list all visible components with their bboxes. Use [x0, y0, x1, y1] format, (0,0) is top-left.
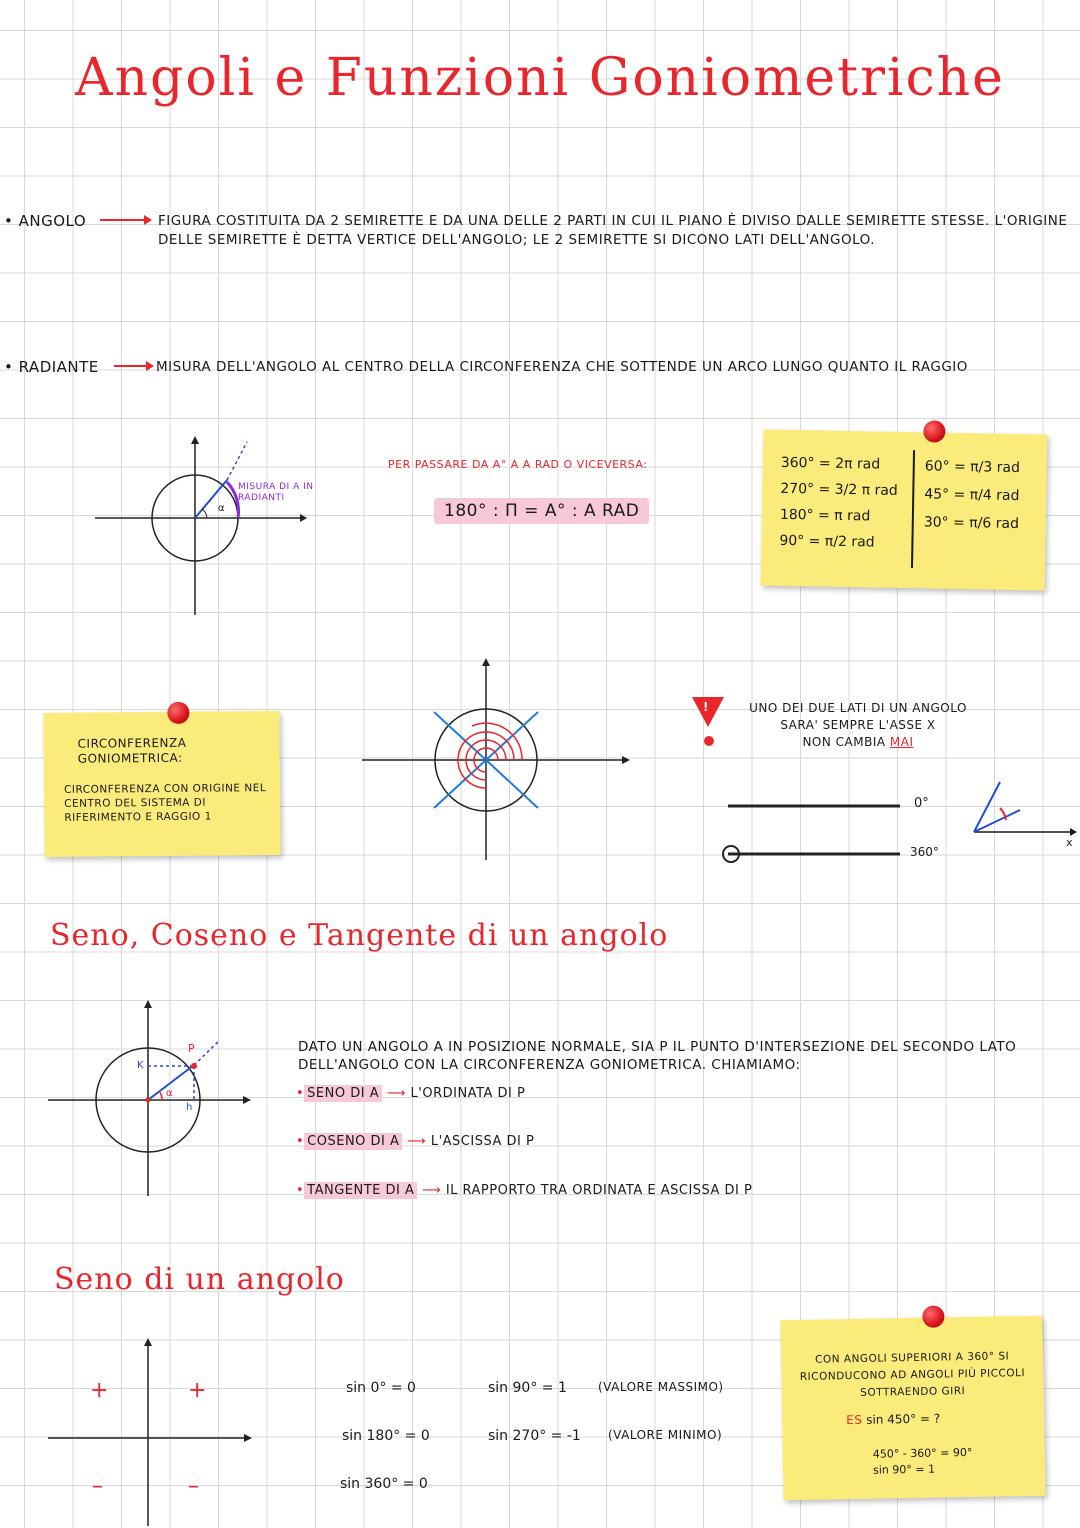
- trig-def: IL RAPPORTO TRA ORDINATA E ASCISSA DI P: [445, 1183, 753, 1198]
- trig-term: COSENO DI Α: [304, 1133, 402, 1150]
- circle-note-heading: CIRCONFERENZA GONIOMETRICA:: [77, 735, 187, 766]
- degree-item: 60° = π/3 rad: [924, 458, 1021, 477]
- reduce-example: [846, 1412, 940, 1428]
- axis-x-label: x: [1066, 836, 1073, 849]
- degrees-right-list: [924, 452, 1021, 538]
- example-question: sin 450° = ?: [866, 1411, 941, 1427]
- sign-q3: –: [92, 1474, 103, 1499]
- warning-line-2: SARA' SEMPRE L'ASSE X: [780, 718, 936, 732]
- degree-item: 90° = π/2 rad: [779, 532, 875, 551]
- sin-value: sin 90° = 1: [488, 1380, 567, 1396]
- angolo-label: • ANGOLO: [4, 212, 87, 230]
- pin-icon: [922, 1305, 944, 1327]
- sin-note-max: (VALORE MASSIMO): [598, 1380, 724, 1394]
- degree-item: 360° = 2π rad: [780, 454, 881, 473]
- degree-item: 180° = π rad: [779, 506, 871, 525]
- degrees-left-list: [779, 450, 898, 556]
- trig-diagram: [48, 1000, 258, 1200]
- sin-value: sin 180° = 0: [342, 1428, 430, 1444]
- calc-line: sin 90° = 1: [872, 1462, 936, 1477]
- page-title: Angoli e Funzioni Goniometriche: [75, 48, 1005, 108]
- sin-section-title: Seno di un angolo: [54, 1262, 345, 1297]
- angle-sides-diagram: [720, 800, 920, 865]
- warning-line-1: UNO DEI DUE LATI DI UN ANGOLO: [749, 701, 967, 715]
- circle-note: [43, 711, 280, 857]
- warning-text: [728, 700, 988, 751]
- sin-sign-diagram: [48, 1336, 258, 1526]
- trig-intro: DATO UN ANGOLO Α IN POSIZIONE NORMALE, SIA P IL PUNTO D'INTERSEZIONE DEL SECONDO LATO DELL'ANGOLO CON LA CIRCONFERENZA GONIOMETRICA. CHIAMIAMO:: [298, 1039, 1017, 1073]
- degrees-note: [761, 430, 1048, 591]
- trig-item-cos: • COSENO DI Α ⟶ L'ASCISSA DI P: [296, 1134, 535, 1149]
- arrow-icon: ⟶: [422, 1183, 442, 1198]
- trig-def: L'ORDINATA DI P: [410, 1086, 526, 1101]
- trig-section-title: Seno, Coseno e Tangente di un angolo: [50, 918, 669, 953]
- warning-emph: MAI: [889, 735, 914, 749]
- trig-alpha-label: α: [166, 1088, 173, 1099]
- radiante-arrow-icon: [114, 360, 154, 372]
- example-label: ES: [846, 1412, 863, 1428]
- trig-item-sin: • SENO DI Α ⟶ L'ORDINATA DI P: [296, 1086, 526, 1101]
- degree-item: 30° = π/6 rad: [923, 514, 1020, 533]
- arrow-icon: ⟶: [407, 1134, 427, 1149]
- trig-term: SENO DI Α: [304, 1085, 382, 1102]
- pin-icon: [923, 420, 945, 442]
- sign-q2: +: [90, 1378, 109, 1403]
- trig-item-tan: • TANGENTE DI Α ⟶ IL RAPPORTO TRA ORDINATA E ASCISSA DI P: [296, 1183, 753, 1198]
- sin-value: sin 270° = -1: [488, 1428, 581, 1444]
- sin-value: sin 0° = 0: [346, 1380, 416, 1396]
- sign-q4: –: [188, 1474, 199, 1499]
- pin-icon: [167, 702, 189, 724]
- point-h-label: h: [186, 1102, 193, 1113]
- radiante-label: • RADIANTE: [4, 358, 99, 376]
- deg-360-label: 360°: [910, 845, 939, 859]
- warning-mark: !: [703, 700, 709, 714]
- reduce-note: [780, 1316, 1045, 1501]
- angolo-definition: FIGURA COSTITUITA DA 2 SEMIRETTE E DA UNA DELLE 2 PARTI IN CUI IL PIANO È DIVISO DALLE SEMIRETTE STESSE. L'ORIGINE DELLE SEMIRETTE È DETTA VERTICE DELL'ANGOLO; LE 2 SEMIRETTE SI DICONO LATI DELL'ANGOLO.: [158, 213, 1068, 248]
- point-k-label: K: [137, 1060, 144, 1071]
- degree-item: 45° = π/4 rad: [924, 486, 1020, 505]
- angolo-arrow-icon: [100, 214, 152, 226]
- circle-note-body: CIRCONFERENZA CON ORIGINE NEL CENTRO DEL SISTEMA DI RIFERIMENTO E RAGGIO 1: [63, 782, 267, 824]
- calc-line: 450° - 360° = 90°: [872, 1445, 973, 1461]
- sin-value: sin 360° = 0: [340, 1476, 428, 1492]
- degrees-divider: [911, 450, 915, 568]
- trig-def: L'ASCISSA DI P: [430, 1134, 535, 1149]
- sin-note-min: (VALORE MINIMO): [608, 1428, 723, 1442]
- reduce-note-text: CON ANGOLI SUPERIORI A 360° SI RICONDUCONO AD ANGOLI PIÙ PICCOLI SOTTRAENDO GIRI: [799, 1350, 1026, 1399]
- sign-q1: +: [188, 1378, 207, 1403]
- angle-example-diagram: [970, 780, 1080, 840]
- reduce-calc: [873, 1445, 973, 1479]
- point-p-label: P: [188, 1042, 195, 1055]
- goniometric-circle-diagram: [362, 660, 632, 862]
- degree-item: 270° = 3/2 π rad: [780, 480, 898, 499]
- trig-term: TANGENTE DI Α: [304, 1182, 417, 1199]
- radiant-measure-label: MISURA DI Α IN RADIANTI: [238, 482, 314, 503]
- arrow-icon: ⟶: [386, 1086, 406, 1101]
- radiant-alpha: α: [218, 503, 225, 514]
- radiante-definition: MISURA DELL'ANGOLO AL CENTRO DELLA CIRCONFERENZA CHE SOTTENDE UN ARCO LUNGO QUANTO IL RAGGIO: [156, 359, 968, 375]
- conversion-heading: PER PASSARE DA Α° A Α RAD O VICEVERSA:: [388, 458, 648, 471]
- radiant-diagram: [95, 440, 305, 620]
- warning-line-3: NON CAMBIA MAI: [802, 735, 914, 749]
- conversion-formula: 180° : Π = Α° : Α RAD: [434, 498, 649, 524]
- deg-0-label: 0°: [914, 796, 929, 811]
